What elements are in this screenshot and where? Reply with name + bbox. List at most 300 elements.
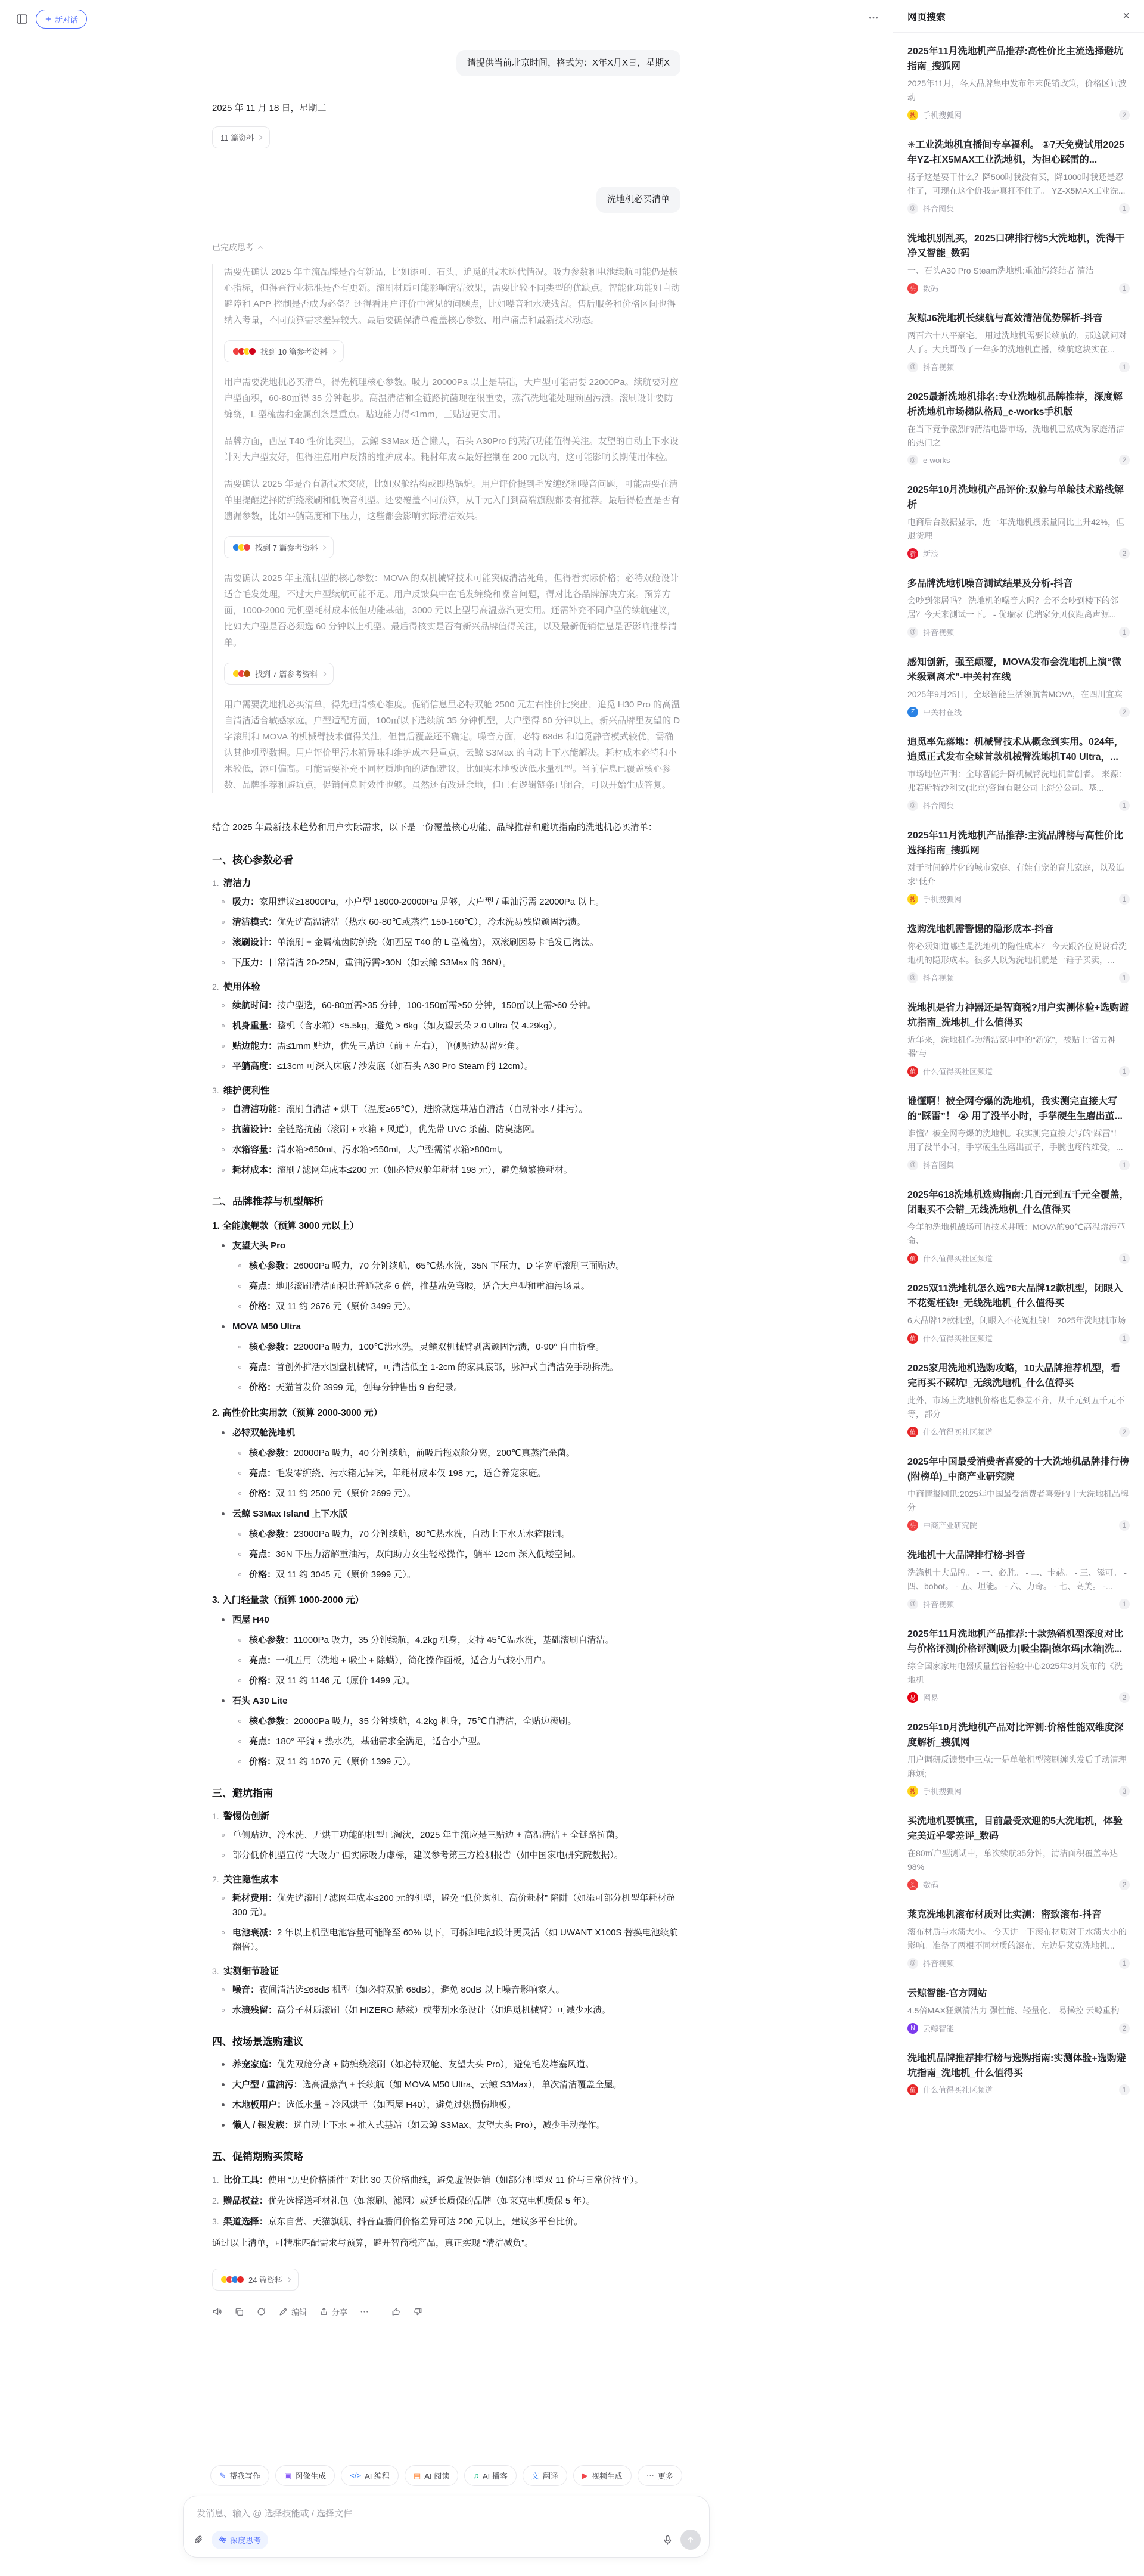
list-item: 懒人 / 银发族：选自动上下水 + 推入式基站（如云鲸 S3Max、友望大头 Pro），减少手动操作。 (212, 2118, 680, 2133)
item-label: 核心参数： (249, 1635, 294, 1645)
list-item: 水箱容量：清水箱≥650ml、污水箱≥550ml，大户型需清水箱≥800ml。 (212, 1143, 680, 1157)
result-source-name: 手机搜狐网 (923, 1787, 962, 1796)
item-label: 核心参数： (249, 1448, 294, 1458)
favicon-dots (232, 543, 251, 551)
skill-chips-row (0, 2462, 893, 2486)
edit-button[interactable] (278, 2306, 307, 2317)
result-title: 2025年10月洗地机产品评价:双舱与单舱技术路线解析 (907, 485, 1124, 510)
result-source-name: 数码 (923, 1881, 939, 1890)
item-label: 水箱容量： (232, 1145, 278, 1155)
list-item: 3. 渠道选择：京东自营、天猫旗舰、抖音直播间价格差异可达 200 元以上，建议多平台比价。 (212, 2217, 583, 2227)
item-label: 价格： (249, 1676, 276, 1686)
search-result[interactable] (907, 381, 1130, 474)
result-title: 洗地机十大品牌排行榜-抖音 (907, 1550, 1025, 1561)
search-result[interactable] (907, 1085, 1130, 1179)
citation-count-badge: 2 (1119, 707, 1130, 717)
reference-pill[interactable] (224, 536, 334, 558)
search-result[interactable] (907, 1977, 1130, 2042)
item-label: 核心参数： (249, 1529, 294, 1539)
citation-count-badge: 1 (1119, 2084, 1130, 2095)
skill-chip-label: 翻译 (542, 2472, 558, 2481)
search-result[interactable] (907, 1539, 1130, 1618)
attach-icon[interactable] (193, 2534, 204, 2546)
chat-topbar (0, 0, 893, 36)
item-number: 2. (212, 2196, 219, 2205)
deep-think-label: 深度思考 (230, 2535, 262, 2545)
product-name: 友望大头 Pro (232, 1241, 286, 1251)
skill-chip[interactable] (464, 2465, 517, 2486)
result-source-name: 抖音视频 (923, 974, 955, 983)
list-item: 核心参数：11000Pa 吸力，35 分钟续航，4.2kg 机身，支持 45℃温水洗，基础滚刷自清洁。 (212, 1633, 680, 1648)
result-source-name: 抖音视频 (923, 363, 955, 372)
assistant-time-reply: 2025 年 11 月 18 日，星期二 (212, 103, 327, 113)
favicon-dot (243, 543, 251, 551)
citation-count-badge: 1 (1119, 1520, 1130, 1531)
citation-count-badge: 1 (1119, 1066, 1130, 1077)
edit-label: 编辑 (291, 2308, 307, 2317)
result-source-row (907, 893, 1130, 905)
bullet-marker (222, 921, 225, 924)
search-result[interactable] (907, 1446, 1130, 1539)
item-label: 价格： (249, 1489, 276, 1499)
result-source-row (907, 548, 1130, 559)
skill-chip-icon: 文 (531, 2472, 539, 2481)
answer-paragraph: 通过以上清单，可精准匹配需求与预算，避开智商税产品，真正实现 “清洁减负”。 (212, 2238, 534, 2248)
list-item: 1. 比价工具：使用 “历史价格插件” 对比 30 天价格曲线，避免虚假促销（如部分机型双 11 价与日常价持平）。 (212, 2175, 644, 2185)
citation-count-badge: 3 (1119, 1786, 1130, 1797)
numbered-title (212, 1809, 680, 1822)
item-label: 渠道选择： (223, 2217, 268, 2227)
list-item: 核心参数：26000Pa 吸力，70 分钟续航，65℃热水洗，35N 下压力，D 字宽幅滚刷三面贴边。 (212, 1259, 680, 1273)
result-title: 灰鲸J6洗地机长续航与高效清洁优势解析-抖音 (907, 313, 1103, 324)
search-result[interactable] (907, 2042, 1130, 2103)
citation-count-badge: 1 (1119, 362, 1130, 372)
result-title: 2025家用洗地机选购攻略，10大品牌推荐机型，看完再买不踩坑!_无线洗地机_什么值得买 (907, 1363, 1121, 1388)
reference-pill-label: 找到 7 篇参考资料 (255, 670, 318, 679)
dislike-icon[interactable] (413, 2307, 423, 2317)
new-chat-label: 新对话 (55, 15, 79, 24)
search-result[interactable] (907, 1711, 1130, 1805)
bullet-marker (222, 1834, 225, 1837)
list-item: 亮点：地形滚刷清洁面积比普通款多 6 倍，推基站免弯腰，适合大户型和重油污场景。 (212, 1279, 680, 1294)
result-source-row (907, 1598, 1130, 1609)
favicon-dots (220, 2276, 244, 2283)
favicon-dot (248, 347, 256, 355)
list-item: 亮点：180° 平躺 + 热水洗，基础需求全满足，适合小户型。 (212, 1735, 680, 1749)
site-favicon: 搜 (907, 894, 918, 905)
result-source-row (907, 282, 1130, 294)
citation-count-badge: 2 (1119, 2023, 1130, 2034)
chevron-right-icon (321, 671, 326, 676)
send-button[interactable] (680, 2530, 701, 2550)
chevron-right-icon (257, 135, 262, 139)
result-snippet: 中商情报网讯:2025年中国最受消费者喜爱的十大洗地机品牌分 (907, 1489, 1129, 1512)
user-message: 洗地机必买清单 (596, 187, 680, 213)
item-label: 耗材费用： (232, 1893, 278, 1903)
search-result[interactable] (907, 646, 1130, 726)
search-result[interactable] (907, 129, 1130, 222)
result-source-name: 新浪 (923, 549, 939, 558)
bullet-marker (222, 1004, 225, 1007)
numbered-title (212, 876, 680, 889)
chevron-right-icon (286, 2277, 291, 2282)
list-item: 养宠家庭：优先双舱分离 + 防缠绕滚刷（如必特双舱、友望大头 Pro），避免毛发堵塞风道。 (212, 2058, 680, 2072)
skill-chip-label: 帮我写作 (229, 2472, 260, 2481)
result-title: 2025年11月洗地机产品推荐:主流品牌榜与高性价比选择指南_搜狐网 (907, 831, 1123, 856)
thinking-toggle[interactable] (212, 241, 262, 253)
result-source-row (907, 455, 1130, 465)
list-item: 单侧贴边、冷水洗、无烘干功能的机型已淘汰，2025 年主流应是三贴边 + 高温清洁 + 全链路抗菌。 (212, 1828, 680, 1842)
title-number: 3. (212, 1086, 219, 1095)
bullet-marker (222, 2103, 225, 2106)
result-source-name: 数码 (923, 284, 939, 293)
input-placeholder: 发消息、输入 @ 选择技能或 / 选择文件 (197, 2509, 353, 2519)
result-source-row (907, 1879, 1130, 1890)
result-source-row (907, 1692, 1130, 1703)
result-title: ✳工业洗地机直播间专享福利。 ①7天免费试用2025年YZ-杠X5MAX工业洗地机，为担心踩雷的... (907, 140, 1124, 165)
bullet-marker (222, 1988, 225, 1991)
result-title: 洗地机品牌推荐排行榜与选购指南:实测体验+选购避坑指南_洗地机_什么值得买 (907, 2053, 1126, 2078)
more-icon[interactable] (359, 2307, 369, 2317)
thinking-paragraph: 需要先确认 2025 年主流品牌是否有新品，比如添可、石头、追觅的技术迭代情况。吸力参数和电池续航可能仍是核心指标，但得查行业标准是否有更新。滚刷材质可能影响清洁效果，需要比较不同类型的优缺点。智能化功能如自动避障和 APP 控制是否成为必备？还得看用户评价中常见的问题点，比如噪音和水渍残留。售后服务和价格区间也得纳入考量，不同预算需求差异较大。最后要确保清单覆盖核心参数、用户痛点和最新技术动态。 (224, 267, 680, 325)
result-source-row (907, 1332, 1130, 1344)
item-label: 木地板用户： (232, 2100, 287, 2110)
item-label: 抗菌设计： (232, 1124, 278, 1135)
search-result[interactable] (907, 1898, 1130, 1977)
subsection-heading: 1. 全能旗舰款（预算 3000 元以上） (212, 1221, 359, 1231)
citation-count-badge: 1 (1119, 1958, 1130, 1969)
list-item: 电池衰减：2 年以上机型电池容量可能降至 60% 以下，可拆卸电池设计更灵活（如 UWANT X100S 替换电池续航翻倍）。 (212, 1926, 680, 1954)
title-text: 清洁力 (223, 878, 251, 888)
search-result[interactable] (907, 819, 1130, 913)
result-snippet: 2025年11月，各大品牌集中发布年末促销政策，价格区间波动 (907, 79, 1127, 102)
skill-chip-label: 图像生成 (295, 2472, 327, 2481)
result-source-row (907, 1957, 1130, 1969)
close-icon[interactable]: × (1123, 10, 1130, 23)
search-result[interactable] (907, 992, 1130, 1085)
like-icon[interactable] (391, 2307, 401, 2317)
bullet-marker (238, 1720, 241, 1723)
sidebar-collapse-icon[interactable] (15, 13, 29, 25)
result-title: 2025最新洗地机排名:专业洗地机品牌推荐，深度解析洗地机市场梯队格局_e-works手机版 (907, 392, 1123, 417)
bullet-marker (222, 1024, 225, 1027)
message-input[interactable] (183, 2496, 710, 2558)
item-label: 懒人 / 银发族： (232, 2120, 294, 2130)
citation-count-badge: 2 (1119, 1692, 1130, 1703)
search-result[interactable] (907, 567, 1130, 646)
result-title: 追觅率先落地：机械臂技术从概念到实用。024年，追觅正式发布全球首款机械臂洗地机T40 Ultra，... (907, 737, 1124, 762)
result-snippet: 2025年9月25日，全球智能生活领航者MOVA，在四川宜宾 (907, 689, 1123, 699)
item-label: 价格： (249, 1382, 276, 1393)
bullet-marker (238, 1740, 241, 1743)
site-favicon: @ (907, 627, 918, 638)
site-favicon: @ (907, 1958, 918, 1969)
title-number: 1. (212, 878, 219, 888)
item-label: 亮点： (249, 1549, 276, 1559)
bullet-marker (222, 1169, 225, 1172)
citation-count-badge: 1 (1119, 1599, 1130, 1609)
bullet-marker (222, 1045, 225, 1048)
favicon-dot (243, 670, 251, 678)
result-source-row (907, 1426, 1130, 1437)
result-snippet: 今年的洗地机战场可谓技术井喷：MOVA的90℃高温熔污革命、 (907, 1222, 1126, 1245)
bullet-marker (222, 1512, 225, 1515)
bullet-marker (222, 1108, 225, 1111)
title-text: 实测细节验证 (223, 1966, 279, 1977)
search-result[interactable] (907, 474, 1130, 567)
site-favicon: 值 (907, 1066, 918, 1077)
subsection-heading: 2. 高性价比实用款（预算 2000-3000 元） (212, 1408, 383, 1418)
result-source-name: 抖音视频 (923, 1600, 955, 1609)
skill-chip-icon: ▶ (582, 2471, 588, 2480)
list-item: 续航时间：按户型选，60-80㎡需≥35 分钟，100-150㎡需≥50 分钟，150㎡以上需≥60 分钟。 (212, 999, 680, 1013)
result-source-name: e-works (923, 455, 950, 465)
search-result[interactable] (907, 913, 1130, 992)
mic-icon[interactable] (662, 2534, 673, 2546)
list-item: 清洁模式：优先选高温清洁（热水 60-80℃或蒸汽 150-160℃），冷水洗易残留顽固污渍。 (212, 915, 680, 930)
search-result[interactable] (907, 1618, 1130, 1711)
sources-pill[interactable] (212, 2269, 299, 2291)
product-name-item (212, 1320, 680, 1334)
copy-icon[interactable] (234, 2307, 244, 2317)
site-favicon: @ (907, 1160, 918, 1170)
citation-count-badge: 1 (1119, 627, 1130, 638)
site-favicon: 搜 (907, 1786, 918, 1797)
skill-chip-icon: ♫ (473, 2471, 479, 2480)
site-favicon: 头 (907, 1520, 918, 1531)
site-favicon: @ (907, 362, 918, 372)
list-item: 耗材费用：优先选滚刷 / 滤网年成本≤200 元的机型，避免 “低价购机、高价耗材” 陷阱（如添可部分机型年耗材超 300 元）。 (212, 1891, 680, 1920)
list-item: 木地板用户：选低水量 + 冷风烘干（如西屋 H40），避免过热损伤地板。 (212, 2098, 680, 2112)
result-source-name: 什么值得买社区频道 (923, 1254, 993, 1263)
citation-count-badge: 1 (1119, 1333, 1130, 1344)
item-label: 价格： (249, 1757, 276, 1767)
item-label: 续航时间： (232, 1000, 278, 1011)
list-item: 价格：双 11 约 2676 元（原价 3499 元）。 (212, 1300, 680, 1314)
result-title: 洗地机是省力神器还是智商税?用户实测体验+选购避坑指南_洗地机_什么值得买 (907, 1003, 1129, 1028)
search-result[interactable] (907, 1272, 1130, 1352)
result-title: 2025年10月洗地机产品对比评测:价格性能双维度深度解析_搜狐网 (907, 1723, 1124, 1748)
search-result[interactable] (907, 1805, 1130, 1898)
regenerate-icon[interactable] (256, 2307, 266, 2317)
skill-chip[interactable] (638, 2465, 682, 2486)
list-item: 亮点：36N 下压力溶解重油污，双向助力女生轻松操作，躺平 12cm 深入低矮空间。 (212, 1548, 680, 1562)
citation-count-badge: 1 (1119, 972, 1130, 983)
result-title: 2025年11月洗地机产品推荐:十款热销机型深度对比与价格评测|价格评测|吸力|吸尘器|德尔玛|水箱|洗... (907, 1629, 1123, 1654)
list-item: 价格：双 11 约 2500 元（原价 2699 元）。 (212, 1487, 680, 1501)
item-label: 水渍残留： (232, 2005, 278, 2015)
item-label: 核心参数： (249, 1716, 294, 1726)
bullet-marker (238, 1472, 241, 1475)
product-name-item (212, 1239, 680, 1253)
result-title: 2025年11月洗地机产品推荐:高性价比主流选择避坑指南_搜狐网 (907, 46, 1123, 72)
time-sources-row (212, 126, 680, 148)
search-result[interactable] (907, 35, 1130, 129)
item-label: 下压力： (232, 958, 269, 968)
item-label: 大户型 / 重油污： (232, 2080, 303, 2090)
bullet-marker (222, 2124, 225, 2127)
list-item: 吸力：家用建议≥18000Pa，小户型 18000-20000Pa 足够，大户型 / 重油污需 22000Pa 以上。 (212, 895, 680, 909)
site-favicon: @ (907, 800, 918, 811)
item-label: 赠品权益： (223, 2196, 268, 2206)
item-label: 吸力： (232, 897, 260, 907)
bullet-marker (238, 1760, 241, 1763)
skill-chip[interactable] (210, 2465, 269, 2486)
section-heading: 四、按场景选购建议 (212, 2036, 303, 2047)
search-panel-header (893, 0, 1144, 33)
chevron-right-icon (331, 349, 335, 353)
skill-chip-icon: </> (350, 2471, 362, 2480)
list-item: 机身重量：整机（含水箱）≤5.5kg，避免 > 6kg（如友望云朵 2.0 Ultra 仅 4.29kg）。 (212, 1019, 680, 1033)
thinking-paragraph: 品牌方面，西屋 T40 性价比突出，云鲸 S3Max 适合懒人，石头 A30Pro 的蒸汽功能值得关注。友望的自动上下水设计对大户型友好，但得注意用户反馈的维护成本。耗材年成本最好控制在 200 元以内，这可能影响长期使用体验。 (224, 436, 679, 462)
answer-body (212, 819, 680, 2252)
result-snippet: 两百六十八平豪宅。 用过洗地机需要长续航的，那这就问对人了。大兵哥做了一年多的洗地机直播，续航这块实在... (907, 331, 1127, 354)
search-panel-title: 网页搜索 (907, 12, 946, 23)
section-heading: 五、促销期购买策略 (212, 2151, 303, 2162)
bullet-marker (222, 2009, 225, 2012)
web-search-panel (893, 0, 1144, 2576)
item-label: 耗材成本： (232, 1165, 278, 1175)
list-item: 核心参数：22000Pa 吸力，100℃沸水洗，灵鳍双机械臂剥离顽固污渍，0-90° 自由折叠。 (212, 1340, 680, 1354)
bullet-marker (222, 1931, 225, 1934)
list-item: 2. 赠品权益：优先选择送耗材礼包（如滚刷、滤网）或延长质保的品牌（如莱克电机质保 5 年）。 (212, 2196, 595, 2206)
search-result[interactable] (907, 222, 1130, 302)
result-source-name: 什么值得买社区频道 (923, 1334, 993, 1343)
result-source-name: 中商产业研究院 (923, 1521, 978, 1530)
citation-count-badge: 2 (1119, 548, 1130, 559)
numbered-title (212, 1964, 680, 1977)
citation-count-badge: 2 (1119, 1879, 1130, 1890)
citation-count-badge: 1 (1119, 1253, 1130, 1264)
result-source-name: 云鲸智能 (923, 2024, 955, 2033)
item-label: 亮点： (249, 1362, 276, 1372)
result-source-row (907, 1785, 1130, 1797)
skill-chip-icon: ▣ (284, 2471, 292, 2480)
result-source-name: 抖音视频 (923, 628, 955, 637)
bullet-marker (238, 1264, 241, 1267)
result-source-name: 抖音图集 (923, 204, 955, 213)
result-snippet: 你必须知道哪些是洗地机的隐性成本？ 今天跟各位说说看洗地机的隐形成本。很多人以为洗地机就是一锤子买卖，... (907, 941, 1127, 965)
skill-chip[interactable] (573, 2465, 632, 2486)
item-label: 噪音： (232, 1985, 260, 1995)
product-name-item (212, 1613, 680, 1627)
search-result[interactable] (907, 302, 1130, 381)
share-button[interactable] (319, 2306, 347, 2317)
bullet-marker (238, 1386, 241, 1389)
section-heading: 二、品牌推荐与机型解析 (212, 1196, 324, 1207)
product-name: 石头 A30 Lite (232, 1696, 288, 1706)
share-label: 分享 (332, 2308, 348, 2317)
product-name: 西屋 H40 (232, 1615, 269, 1625)
item-label: 价格： (249, 1301, 276, 1312)
list-item: 亮点：毛发零缠绕、污水箱无异味，年耗材成本仅 198 元，适合养宠家庭。 (212, 1466, 680, 1481)
search-result[interactable] (907, 1352, 1130, 1446)
bullet-marker (222, 2083, 225, 2086)
section-heading: 三、避坑指南 (212, 1788, 273, 1799)
item-label: 亮点： (249, 1468, 276, 1478)
result-source-row (907, 626, 1130, 638)
item-number: 3. (212, 2217, 219, 2226)
chevron-right-icon (321, 545, 326, 549)
thinking-paragraph: 需要确认 2025 年是否有新技术突破，比如双舱结构或即热锅炉。用户评价提到毛发缠绕和噪音问题，可能需要在清单里提醒选择防缠绕滚刷和低噪音机型。还要覆盖不同预算，从千元入门到高端旗舰都要有推荐。最后得检查是否有遗漏参数，比如平躺高度和下压力，这些都会影响实际清洁效果。 (224, 479, 680, 521)
result-snippet: 会吵到邻居吗？ 洗地机的噪音大吗？会不会吵到楼下的邻居？今天来测试一下。 - 优瑞家 优瑞家分贝仪距离声源... (907, 596, 1118, 619)
result-source-name: 手机搜狐网 (923, 111, 962, 120)
site-favicon: @ (907, 203, 918, 214)
sources-pill-label: 11 篇资料 (220, 133, 254, 142)
search-result[interactable] (907, 726, 1130, 819)
search-result[interactable] (907, 1179, 1130, 1272)
bullet-marker (222, 941, 225, 944)
site-favicon: 搜 (907, 110, 918, 120)
bullet-marker (238, 1346, 241, 1348)
title-text: 使用体验 (223, 982, 260, 992)
list-item: 核心参数：23000Pa 吸力，70 分钟续航，80℃热水洗，自动上下水无水箱限制。 (212, 1527, 680, 1542)
result-source-name: 抖音图集 (923, 801, 955, 810)
item-label: 滚刷设计： (232, 937, 278, 947)
new-chat-button[interactable] (36, 10, 87, 29)
reference-pill[interactable] (224, 340, 344, 362)
result-source-row (907, 972, 1130, 983)
result-source-name: 什么值得买社区频道 (923, 1428, 993, 1437)
skill-chip-icon: ✎ (219, 2471, 226, 2480)
citation-count-badge: 1 (1119, 800, 1130, 811)
result-source-name: 网易 (923, 1693, 939, 1702)
result-snippet: 用户调研反馈集中三点:一是单舱机型滚刷缠头发后手动清理麻烦; (907, 1755, 1127, 1778)
result-snippet: 谁懂？被全网夸爆的洗地机。我实测完直接大写的“踩雷”！用了没半小时，手掌硬生生磨出茧子，手腕也疼的难受，... (907, 1129, 1123, 1152)
thinking-paragraph: 用户需要洗地机必买清单，得先理清核心维度。促销信息里必特双舱 2500 元左右性价比突出，追觅 H30 Pro 的高温自清洁适合敏感家庭。户型适配方面，100㎡以下选续航 35 分钟机型，大户型得 60 分钟以上。新兴品牌里友望的 D 字滚刷和 MOVA 的机械臂技术值得关注，但售后覆盖还不确定。噪音方面，必特 68dB 和追觅静音模式较优，需确认其他机型数据。用户评价里污水箱异味和维护成本是重点，云鲸 S3Max 的自动上下水能解决。耗材成本必特和小米较低，添可偏高。可能需要补充不同材质地面的适配建议，比如实木地板选低水量机型。当前信息已覆盖核心参数、品牌推荐和避坑点，促销信息时效性也够。虽然还有改进余地，但已有逻辑链条已闭合，可以开始生成答复。 (224, 700, 680, 790)
numbered-title (212, 1872, 680, 1885)
bullet-marker (222, 1699, 225, 1702)
deep-think-toggle[interactable] (212, 2531, 268, 2549)
site-favicon: 头 (907, 283, 918, 294)
site-favicon: 新 (907, 548, 918, 559)
product-name-item (212, 1426, 680, 1440)
result-title: 莱克洗地机滚布材质对比实测：密致滚布-抖音 (907, 1910, 1102, 1920)
skill-chip-label: 更多 (657, 2472, 673, 2481)
favicon-dots (232, 670, 251, 678)
skill-chip[interactable] (275, 2465, 335, 2486)
result-title: 感知创新，强至颠覆，MOVA发布会洗地机上演“微米级剥离术”-中关村在线 (907, 657, 1121, 682)
reference-pill-label: 找到 10 篇参考资料 (260, 347, 328, 356)
read-aloud-icon[interactable] (212, 2307, 222, 2317)
list-item: 大户型 / 重油污：选高温蒸汽 + 长续航（如 MOVA M50 Ultra、云鲸 S3Max），单次清洁覆盖全屋。 (212, 2078, 680, 2092)
chat-more-icon[interactable] (868, 12, 879, 24)
search-results-list[interactable] (893, 33, 1144, 2576)
bullet-marker (222, 1431, 225, 1434)
site-favicon: @ (907, 972, 918, 983)
list-item: 核心参数：20000Pa 吸力，35 分钟续航，4.2kg 机身，75℃自清洁，全贴边滚刷。 (212, 1714, 680, 1729)
reference-pill-label: 找到 7 篇参考资料 (255, 543, 318, 552)
site-favicon: 值 (907, 1333, 918, 1344)
list-item: 平躺高度：≤13cm 可深入床底 / 沙发底（如石头 A30 Pro Steam 的 12cm）。 (212, 1059, 680, 1074)
item-label: 自清洁功能： (232, 1104, 287, 1114)
citation-count-badge: 1 (1119, 894, 1130, 905)
skill-chip[interactable] (341, 2465, 399, 2486)
bullet-marker (222, 961, 225, 964)
result-snippet: 综合国家家用电器质量监督检验中心2025年3月发布的《洗地机 (907, 1661, 1123, 1685)
skill-chip[interactable] (405, 2465, 458, 2486)
reference-pill[interactable] (224, 663, 334, 685)
result-snippet: 在80㎡户型测试中，单次续航35分钟，清洁面积覆盖率达98% (907, 1848, 1118, 1872)
bullet-marker (238, 1679, 241, 1682)
result-source-name: 中关村在线 (923, 708, 962, 717)
title-text: 维护便利性 (223, 1086, 270, 1096)
item-label: 养宠家庭： (232, 2059, 278, 2069)
sources-pill[interactable] (212, 126, 270, 148)
skill-chip-icon: ⋯ (646, 2471, 654, 2480)
skill-chip[interactable] (523, 2465, 567, 2486)
bullet-marker (238, 1553, 241, 1556)
